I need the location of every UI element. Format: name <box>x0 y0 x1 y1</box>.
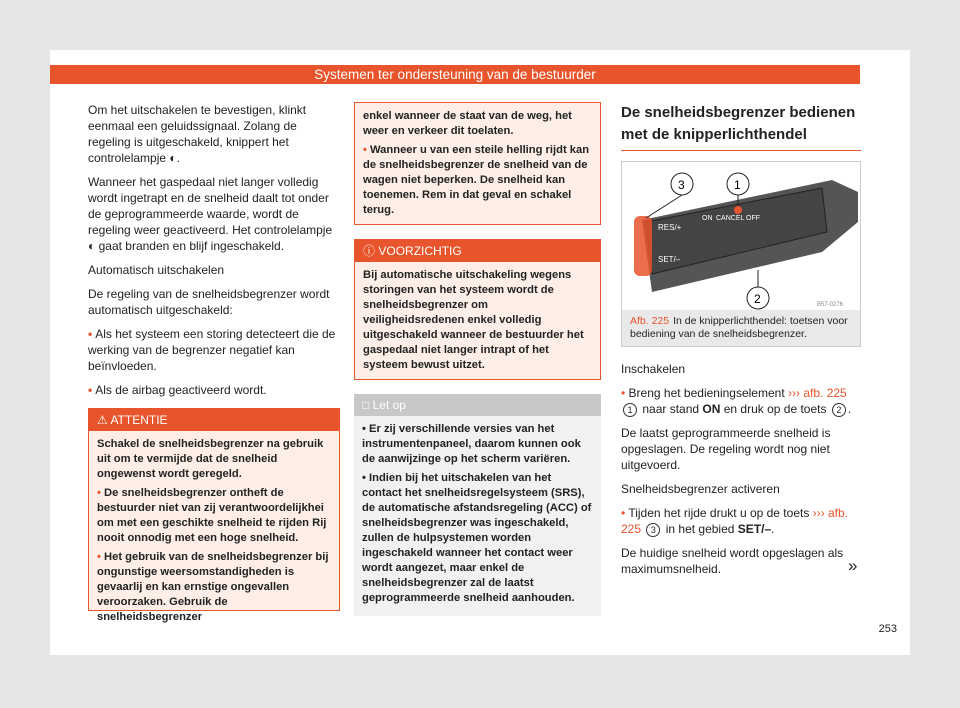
warning-icon: ⚠ <box>97 413 108 427</box>
res-set-button <box>634 216 652 276</box>
lever-label-on: ON <box>702 215 713 222</box>
bullet-icon: • <box>621 506 626 520</box>
lever-label-mode: MODE <box>772 265 793 272</box>
activate-title: Snelheidsbegrenzer activeren <box>621 482 780 496</box>
bullet-icon: • <box>88 327 93 341</box>
bullet-icon: • <box>363 144 367 156</box>
on-symbol: ON <box>702 402 721 416</box>
note-icon: □ <box>362 398 370 412</box>
column-1 <box>88 102 340 623</box>
figure-link[interactable]: ››› afb. 225 <box>788 386 847 400</box>
speedometer-icon: ◐ <box>88 239 96 253</box>
figure-code: B57-0276 <box>817 302 844 308</box>
paragraph: De regeling van de snelheidsbegrenzer wordt automatisch uitgeschakeld: <box>88 287 330 317</box>
lever-illustration <box>622 162 860 310</box>
speedometer-icon: ◐ <box>169 151 177 165</box>
column-2 <box>354 102 601 616</box>
attention-box <box>88 408 340 623</box>
bullet-icon: • <box>621 386 626 400</box>
caution-box <box>354 239 601 380</box>
caution-header: ⓘ VOORZICHTIG <box>355 240 600 262</box>
lever-label-res: RES/+ <box>658 223 682 232</box>
svg-text:1: 1 <box>734 178 741 192</box>
lever-label-cancel: CANCEL <box>716 215 745 222</box>
bullet-icon: • <box>97 551 101 563</box>
auto-off-title: Automatisch uitschakelen <box>88 263 225 277</box>
attention-box-continued: enkel wanneer de staat van de weg, het weer en verkeer dit toelaten. • Wanneer u van een steile helling rijdt kan de snelheidsbegrenzer de snelheid van de wagen niet beperken. De snelheid kan toenemen. Rem in dat geval en schakel terug. <box>354 102 601 225</box>
indicator-lever-image <box>622 162 860 310</box>
paragraph: Om het uitschakelen te bevestigen, klinkt eenmaal een geluidssignaal. Zolang de regeling is uitgeschakeld, knippert het controlelampje ◐. <box>88 103 307 165</box>
note-header: □ Let op <box>354 394 601 416</box>
paragraph: Wanneer het gaspedaal niet langer volledig wordt ingetrapt en de snelheid daalt tot onder de geprogrammeerde waarde, wordt de regeling weer geactiveerd. Het controlelampje ◐ gaat branden en blijf ingeschakeld. <box>88 175 333 253</box>
page-number: 253 <box>878 623 897 635</box>
set-symbol: SET/– <box>737 522 772 536</box>
section-title: De snelheidsbegrenzer bedienen met de knipperlichthendel <box>621 102 861 151</box>
bullet-icon: • <box>97 487 101 499</box>
lever-label-set: SET/– <box>658 255 681 264</box>
note-box <box>354 394 601 616</box>
lever-label-off: OFF <box>746 215 760 222</box>
bullet-icon: • <box>362 423 366 435</box>
switch-on-title: Inschakelen <box>621 362 686 376</box>
bullet-icon: • <box>362 472 366 484</box>
switch-marker <box>734 206 742 214</box>
figure-link[interactable]: ››› afb. 225 <box>621 506 849 536</box>
caution-body: Bij automatische uitschakeling wegens storingen van het systeem wordt de snelheidsbegrenzer om veiligheidsredenen enkel volledig uitgeschakeld wanneer de bestuurder het gaspedaal niet langer intrapt of het systeem bewust uitzet. <box>363 269 584 371</box>
page-header: Systemen ter ondersteuning van de bestuurder <box>50 65 860 84</box>
svg-text:3: 3 <box>678 178 685 192</box>
bullet-icon: • <box>88 383 93 397</box>
switch-on-step: • Breng het bedieningselement ››› afb. 225 1 naar stand ON en druk op de toets 2 . <box>621 386 852 416</box>
note-body: • Er zij verschillende versies van het instrumentenpaneel, daarom kunnen ook de aanwijzinge op het scherm variëren. • Indien bij het uitschakelen van het contact het snelheidsregelsysteem (SRS), de automatische afstandsregeling (ACC) of snelheidsbegrenzer was ingeschakeld, zullen de hulpsystemen worden ingeschakeld wanneer het contact weer wordt aangezet, maar enkel de snelheidsbegrenzer zal de laatst geprogrammeerde snelheid aanhouden. <box>362 423 592 604</box>
figure-225 <box>621 161 861 347</box>
paragraph: De huidige snelheid wordt opgeslagen als maximumsnelheid. <box>621 546 844 576</box>
activate-step: • Tijden het rijde drukt u op de toets ››› afb. 225 3 in het gebied SET/–. <box>621 506 849 536</box>
list-item: • Als het systeem een storing detecteert die de werking van de begrenzer negatief kan beïnvloeden. <box>88 327 336 373</box>
column-3 <box>621 102 861 585</box>
continue-mark: » <box>848 556 858 575</box>
paragraph: De laatst geprogrammeerde snelheid is opgeslagen. De regeling wordt nog niet uitgevoerd. <box>621 426 831 472</box>
list-item: • Als de airbag geactiveerd wordt. <box>88 383 267 397</box>
attention-body: Schakel de snelheidsbegrenzer na gebruik uit om te vermijde dat de snelheid ongewenst wordt geregeld. • De snelheidsbegrenzer ontheft de bestuurder niet van zij verantwoordelijkhei om met een geschikte snelheid te rijden Rij nooit onnodig met een hoge snelheid. • Het gebruik van de snelheidsbegrenzer bij ongunstige weersomstandigheden is gevaarlij en kan ernstige ongevallen veroorzaken. Gebruik de snelheidsbegrenzer <box>97 438 329 623</box>
figure-caption: Afb. 225 In de knipperlichthendel: toetsen voor bediening van de snelheidsbegrenzer. <box>622 310 860 346</box>
attention-header: ⚠ ATTENTIE <box>89 409 339 431</box>
svg-text:2: 2 <box>754 292 761 306</box>
info-icon: ⓘ <box>363 244 376 258</box>
